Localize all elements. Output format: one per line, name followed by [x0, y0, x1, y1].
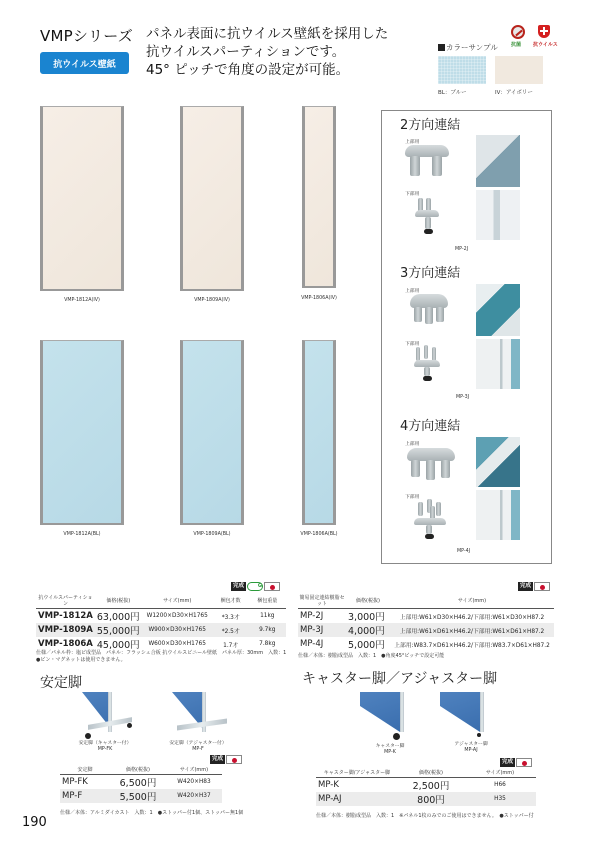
square-bullet-icon — [438, 44, 445, 51]
panel-caption: VMP-1812A(IV) — [64, 298, 100, 303]
joint-code: MP-2J — [455, 247, 469, 252]
panel-1809a-ivory-image — [180, 106, 244, 291]
connector-leg — [426, 460, 435, 480]
col-header: 梱包才数 — [213, 594, 249, 609]
table-row: MP-AJ 800円 H35 — [316, 792, 536, 806]
stable-leg-title: 安定脚 — [40, 675, 82, 691]
col-header: サイズ(mm) — [390, 594, 554, 609]
joint-4way-title: 4方向連結 — [400, 419, 461, 434]
lower-label: 下部用 — [405, 192, 420, 197]
adjuster-leg-caption: アジャスター脚 MP-AJ — [454, 742, 488, 753]
joint-2way-lower-image — [415, 210, 439, 217]
caster-wheel — [127, 723, 132, 728]
table-row: MP-4J 5,000円 上部用:W83.7×D61×H46.2/下部用:W83.7×D61×H87.2 — [300, 639, 550, 651]
antivirus-icon — [538, 25, 550, 38]
partition-notes: 仕様／パネル枠：塩ビ成型品 パネル：フラッシュ合板 抗ウイルスビニール壁紙 パネル厚：30mm 入数：1 ●ピン・マグネットは使用できません。 — [36, 650, 287, 663]
swatch-ivory-caption: IV：アイボリー — [495, 90, 533, 96]
antivirus-caption: 抗ウイルス — [533, 42, 558, 48]
swatch-blue — [438, 56, 486, 84]
kanpin-badge — [210, 755, 242, 764]
connector-leg — [425, 217, 431, 229]
joint-4way-lower-image — [414, 518, 446, 525]
caster-leg-image — [360, 692, 400, 732]
col-header: 価格(税抜) — [110, 766, 166, 775]
panel-caption: VMP-1806A(BL) — [300, 532, 338, 537]
connector-leg — [416, 347, 420, 361]
connector-leg — [441, 460, 450, 478]
joint-2way-photo-bottom — [476, 190, 520, 240]
connector-leg — [426, 525, 432, 534]
joint-price-table — [298, 594, 554, 651]
joint-4way-photo-bottom — [476, 490, 520, 540]
adjuster-foot — [424, 229, 433, 234]
table-row: VMP-1812A 63,000円 W1200×D30×H1765 *3.3才 11kg — [38, 611, 275, 623]
connector-leg — [436, 307, 444, 322]
col-header: サイズ(mm) — [142, 594, 213, 609]
table-row: VMP-1806A 45,000円 W600×D30×H1765 1.7才 7.8kg — [38, 639, 276, 651]
color-sample-label: カラーサンプル — [438, 42, 498, 53]
panel-caption: VMP-1809A(BL) — [193, 532, 231, 537]
antivirus-wallpaper-badge: 抗ウイルス壁紙 — [40, 52, 129, 74]
caster-leg-title: キャスター脚／アジャスター脚 — [302, 671, 498, 687]
col-header: 簡易固定連結樹脂セット — [299, 595, 345, 607]
series-title: VMPシリーズ — [40, 27, 133, 45]
col-header: キャスター脚/アジャスター脚 — [316, 769, 398, 778]
upper-label: 上部用 — [405, 289, 420, 294]
connector-leg — [432, 347, 436, 361]
panel-1812a-blue-image — [40, 340, 124, 525]
stable-leg-notes: 仕様／本体：アルミダイカスト 入数：1 ●ストッパー付1個、ストッパー無1個 — [60, 810, 244, 816]
panel-1806a-ivory-image — [302, 106, 336, 288]
connector-leg — [432, 156, 442, 176]
joint-notes: 仕様／本体：樹脂成型品 入数：1 ●角度45°ピッチで設定可能 — [298, 653, 445, 659]
upper-label: 上部用 — [405, 442, 420, 447]
joint-3way-title: 3方向連結 — [400, 266, 461, 281]
swatch-blue-caption: BL：ブルー — [438, 90, 467, 96]
panel-frame — [480, 692, 484, 732]
caster-wheel — [393, 733, 400, 740]
antibacterial-icon — [511, 25, 525, 39]
joint-3way-upper-image — [410, 294, 448, 308]
japan-flag-icon — [534, 582, 550, 591]
joint-3way-photo-top — [476, 284, 520, 336]
adjuster-foot — [425, 534, 434, 539]
panel-caption: VMP-1806A(IV) — [301, 296, 337, 301]
japan-flag-icon — [264, 582, 280, 591]
joint-code: MP-3J — [456, 395, 470, 400]
connector-leg — [424, 345, 428, 359]
kanpin-label: 完成 — [502, 759, 514, 765]
table-row: VMP-1809A 55,000円 W900×D30×H1765 *2.5才 9.7kg — [36, 623, 286, 637]
kanpin-label: 完成 — [212, 756, 224, 762]
panel-1812a-ivory-image — [40, 106, 124, 291]
lead-line: 抗ウイルスパーティションです。 — [146, 44, 346, 60]
table-row: MP-2J 3,000円 上部用:W61×D30×H46.2/下部用:W61×D30×H87.2 — [300, 611, 545, 623]
kanpin-badge — [518, 582, 550, 591]
panel-1809a-blue-image — [180, 340, 244, 525]
adjuster-foot — [423, 376, 432, 381]
joint-4way-photo-top — [476, 437, 520, 487]
table-row: MP-K 2,500円 H66 — [318, 780, 506, 792]
stable-leg-f-caption: 安定脚（アジャスター付） MP-F — [169, 741, 227, 752]
caster-leg-notes: 仕様／本体：樹脂成型品 入数：1 ※パネル1枚のみでのご使用はできません。 ●ストッパー付 — [316, 813, 534, 819]
panel-caption: VMP-1809A(IV) — [194, 298, 230, 303]
adjuster-leg-image — [440, 692, 480, 732]
lower-label: 下部用 — [405, 495, 420, 500]
col-header: 価格(税抜) — [95, 594, 142, 609]
caster-leg-caption: キャスター脚 MP-K — [375, 744, 405, 755]
joint-3way-photo-bottom — [476, 339, 520, 389]
joint-code: MP-4J — [457, 549, 471, 554]
connector-leg — [410, 156, 420, 176]
panel-frame — [400, 692, 404, 732]
connector-leg — [424, 367, 430, 376]
japan-flag-icon — [516, 758, 532, 767]
connector-leg — [425, 307, 433, 324]
caster-leg-price-table — [316, 769, 536, 806]
col-header: 安定脚 — [60, 766, 110, 775]
connector-leg — [436, 502, 441, 516]
green-purchase-icon: G — [247, 582, 263, 591]
col-header: サイズ(mm) — [166, 766, 222, 775]
panel-1806a-blue-image — [302, 340, 336, 525]
lower-label: 下部用 — [405, 342, 420, 347]
joint-2way-photo-top — [476, 135, 520, 187]
connector-leg — [411, 460, 420, 477]
adjuster-foot — [477, 733, 481, 737]
joint-3way-lower-image — [414, 360, 440, 367]
swatch-ivory — [495, 56, 543, 84]
lead-line: パネル表面に抗ウイルス壁紙を採用した — [146, 26, 389, 42]
col-header: 抗ウイルスパーティション — [36, 594, 95, 609]
kanpin-label: 完成 — [233, 583, 245, 589]
partition-price-table — [36, 594, 286, 651]
japan-flag-icon — [226, 755, 242, 764]
lead-text — [146, 25, 388, 79]
kanpin-badge — [500, 758, 532, 767]
joint-2way-title: 2方向連結 — [400, 118, 461, 133]
col-header: 梱包重量 — [249, 594, 286, 609]
antibacterial-caption: 抗菌 — [511, 42, 522, 48]
col-header: サイズ(mm) — [464, 769, 536, 778]
panel-caption: VMP-1812A(BL) — [63, 532, 101, 537]
stable-leg-fk-caption: 安定脚（キャスター付） MP-FK — [78, 741, 132, 752]
kanpin-badge — [231, 582, 280, 591]
col-header: 価格(税抜) — [346, 594, 390, 609]
table-row: MP-FK 6,500円 W420×H83 — [62, 777, 211, 789]
upper-label: 上部用 — [405, 140, 420, 145]
stable-leg-price-table — [60, 766, 222, 803]
table-row: MP-F 5,500円 W420×H37 — [60, 789, 222, 803]
kanpin-label: 完成 — [520, 583, 532, 589]
col-header: 価格(税抜) — [398, 769, 464, 778]
lead-line: 45° ピッチで角度の設定が可能。 — [146, 62, 350, 78]
table-row: MP-3J 4,000円 上部用:W61×D61×H46.2/下部用:W61×D61×H87.2 — [298, 623, 554, 637]
page-number: 190 — [22, 815, 47, 830]
connector-leg — [418, 502, 423, 516]
caster-wheel — [85, 733, 91, 739]
connector-leg — [414, 307, 422, 322]
